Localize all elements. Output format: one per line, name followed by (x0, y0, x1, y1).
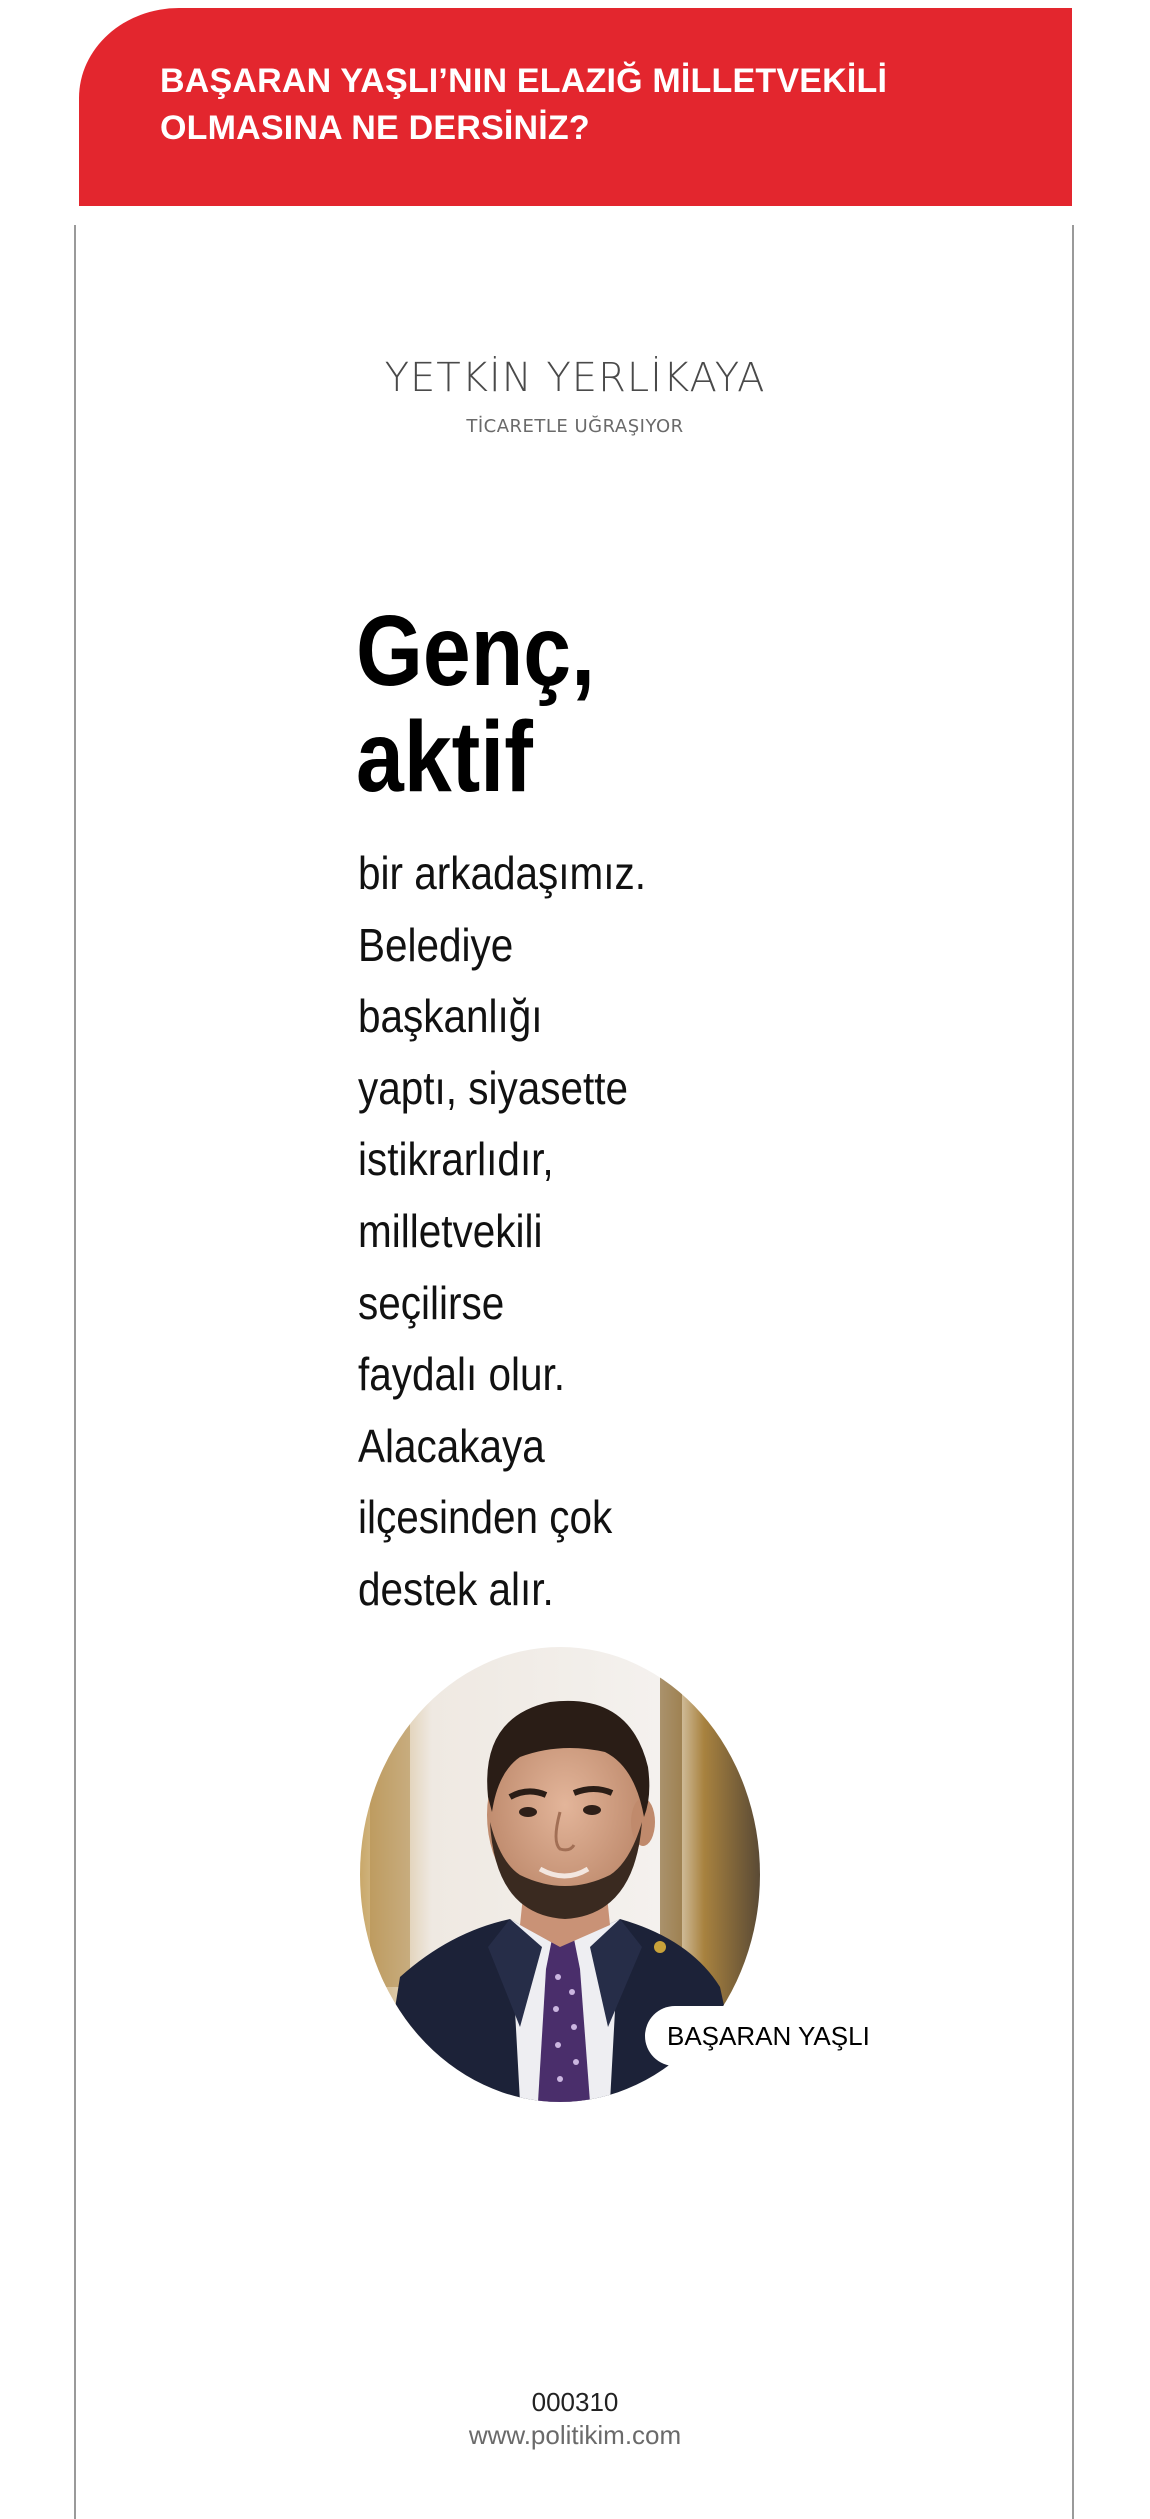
quote-headline (356, 595, 595, 813)
author-occupation: TİCARETLE UĞRAŞIYOR (466, 416, 684, 437)
quote-body (358, 838, 646, 1626)
quote-line: yaptı, siyasette (358, 1061, 629, 1114)
quote-line: ilçesinden çok (358, 1491, 613, 1544)
subject-name-tag: BAŞARAN YAŞLI (645, 2006, 894, 2066)
quote-line: Belediye (358, 918, 514, 971)
quote-line: Alacakaya (358, 1419, 545, 1472)
banner-title: BAŞARAN YAŞLI’NIN ELAZIĞ MİLLETVEKİLİ OLMASINA NE DERSİNİZ? (160, 62, 888, 147)
quote-line: seçilirse (358, 1276, 505, 1329)
quote-line: başkanlığı (358, 990, 543, 1043)
website-link[interactable]: www.politikim.com (468, 2420, 682, 2450)
quote-line: milletvekili (358, 1204, 543, 1257)
quote-line: istikrarlıdır, (358, 1133, 554, 1186)
quote-line: bir arkadaşımız. (358, 847, 646, 899)
header-banner (79, 8, 1072, 206)
reference-code: 000310 (531, 2387, 619, 2417)
author-name: YETKİN YERLİKAYA (384, 355, 766, 401)
quote-line: destek alır. (358, 1562, 554, 1615)
quote-line: faydalı olur. (358, 1348, 566, 1401)
headline-line: aktif (356, 701, 533, 813)
headline-line: Genç, (356, 595, 595, 707)
